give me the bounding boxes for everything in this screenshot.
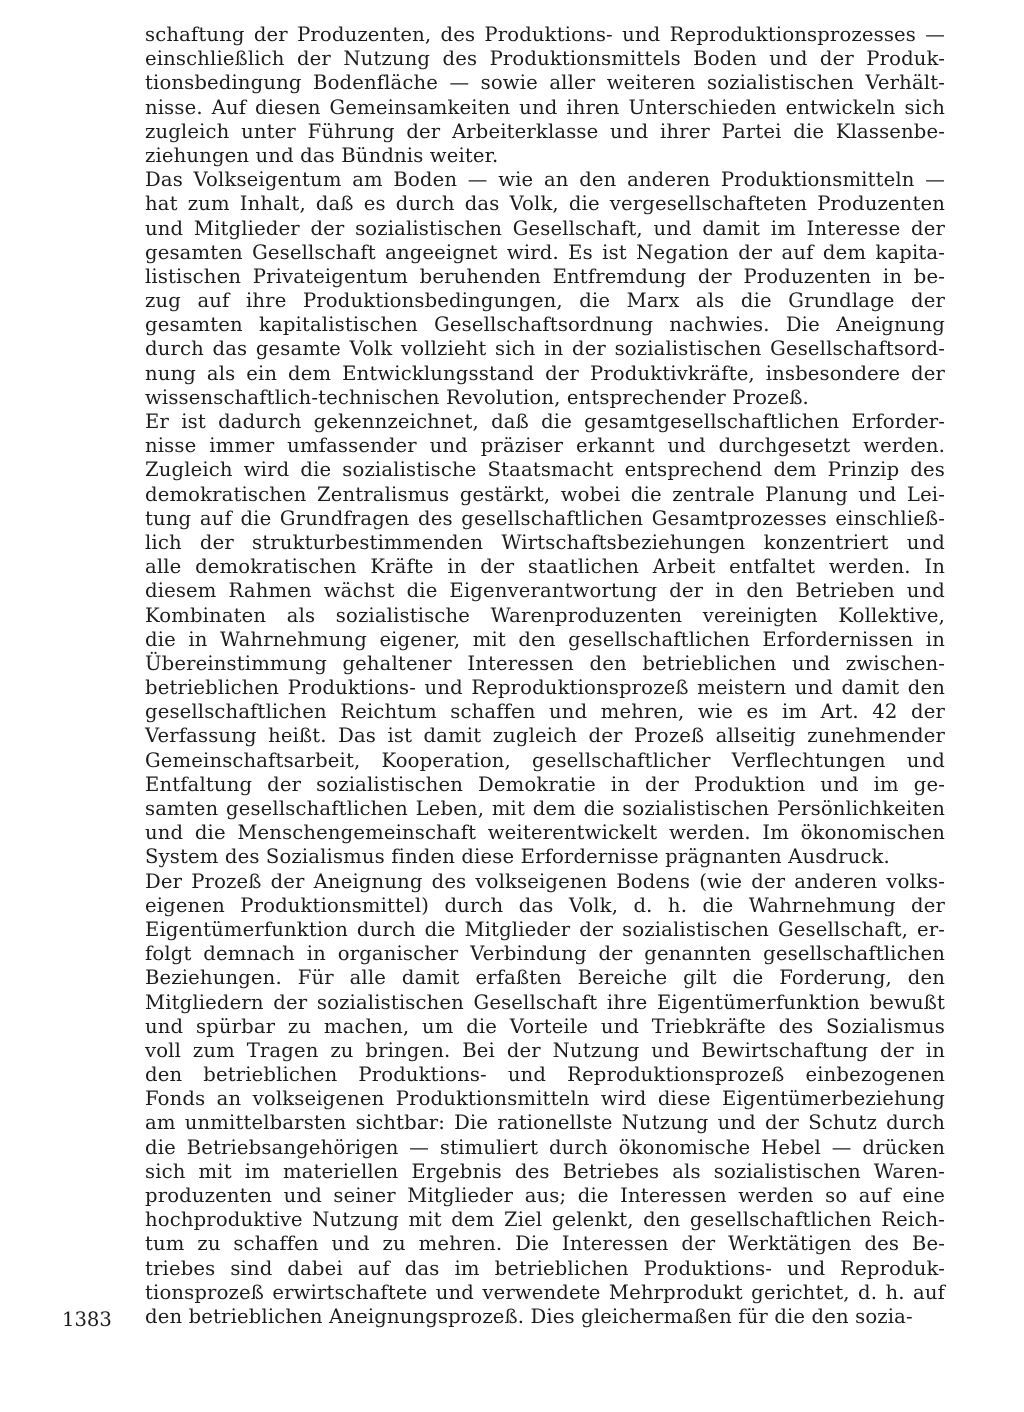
text-line: hochproduktive Nutzung mit dem Ziel gelenkt, den gesellschaftlichen Reich- [145,1208,945,1232]
text-line: lich der strukturbestimmenden Wirtschaftsbeziehungen konzentriert und [145,530,945,554]
text-line: hat zum Inhalt, daß es durch das Volk, die vergesellschafteten Produzenten [145,192,945,216]
text-line: einschließlich der Nutzung des Produktionsmittels Boden und der Produk- [145,47,945,71]
text-line: und Mitglieder der sozialistischen Gesellschaft, und damit im Interesse der [145,216,945,240]
text-line: durch das gesamte Volk vollzieht sich in der sozialistischen Gesellschaftsord- [145,337,945,361]
text-line: schaftung der Produzenten, des Produktions- und Reproduktionsprozesses — [145,23,945,46]
text-line: Zugleich wird die sozialistische Staatsmacht entsprechend dem Prinzip des [145,458,945,482]
text-line: die in Wahrnehmung eigener, mit den gesellschaftlichen Erfordernissen in [145,627,945,651]
text-line: folgt demnach in organischer Verbindung der genannten gesellschaftlichen [145,942,945,966]
text-line: nung als ein dem Entwicklungsstand der Produktivkräfte, insbesondere der [145,361,945,385]
text-line: diesem Rahmen wächst die Eigenverantwortung der in den Betrieben und [145,579,945,603]
text-line: gesamten Gesellschaft angeeignet wird. Es ist Negation der auf dem kapita- [145,240,945,264]
text-line: sich mit im materiellen Ergebnis des Betriebes als sozialistischen Waren- [145,1159,945,1183]
paragraph [145,410,945,870]
text-line: und die Menschengemeinschaft weiterentwickelt werden. Im ökonomischen [145,821,945,845]
text-line: voll zum Tragen zu bringen. Bei der Nutzung und Bewirtschaftung der in [145,1038,945,1062]
text-line: tum zu schaffen und zu mehren. Die Interessen der Werktätigen des Be- [145,1232,945,1256]
text-line: Entfaltung der sozialistischen Demokratie in der Produktion und im ge- [145,772,945,796]
text-line: samten gesellschaftlichen Leben, mit dem die sozialistischen Persönlichkeiten [145,797,945,820]
text-line: produzenten und seiner Mitglieder aus; die Interessen werden so auf eine [145,1184,945,1207]
text-line: Fonds an volkseigenen Produktionsmitteln wird diese Eigentümerbeziehung [145,1087,945,1111]
text-line: Mitgliedern der sozialistischen Gesellschaft ihre Eigentümerfunktion bewußt [145,990,945,1014]
text-line: am unmittelbarsten sichtbar: Die rationellste Nutzung und der Schutz durch [145,1111,945,1135]
body-text [145,23,945,1329]
text-line: tionsprozeß erwirtschaftete und verwendete Mehrprodukt gerichtet, d. h. auf [145,1280,945,1304]
text-line: Verfassung heißt. Das ist damit zugleich der Prozeß allseitig zunehmender [145,724,945,748]
text-line: demokratischen Zentralismus gestärkt, wobei die zentrale Planung und Lei- [145,482,945,506]
text-line: System des Sozialismus finden diese Erfordernisse prägnanten Ausdruck. [145,845,890,869]
text-line: tung auf die Grundfragen des gesellschaftlichen Gesamtprozesses einschließ- [145,506,945,530]
text-line: gesamten kapitalistischen Gesellschaftsordnung nachwies. Die Aneignung [145,313,945,337]
text-line: Er ist dadurch gekennzeichnet, daß die gesamtgesellschaftlichen Erforder- [145,410,945,433]
text-line: gesellschaftlichen Reichtum schaffen und mehren, wie es im Art. 42 der [145,700,945,724]
text-line: ziehungen und das Bündnis weiter. [145,143,499,167]
paragraph [145,168,945,410]
text-line: die Betriebsangehörigen — stimuliert durch ökonomische Hebel — drücken [145,1135,945,1159]
text-line: Das Volkseigentum am Boden — wie an den anderen Produktionsmitteln — [145,168,945,192]
text-line: tionsbedingung Bodenfläche — sowie aller weiteren sozialistischen Verhält- [145,71,945,95]
text-line: listischen Privateigentum beruhenden Entfremdung der Produzenten in be- [145,264,945,288]
text-line: den betrieblichen Produktions- und Reproduktionsprozeß einbezogenen [145,1063,945,1087]
text-line: Übereinstimmung gehaltener Interessen den betrieblichen und zwischen- [145,651,945,675]
paragraph [145,870,945,1330]
text-line: betrieblichen Produktions- und Reproduktionsprozeß meistern und damit den [145,676,945,700]
text-line: nisse. Auf diesen Gemeinsamkeiten und ihren Unterschieden entwickeln sich [145,95,945,119]
text-line: Eigentümerfunktion durch die Mitglieder der sozialistischen Gesellschaft, er- [145,917,945,941]
text-line: den betrieblichen Aneignungsprozeß. Dies gleichermaßen für die den sozia- [145,1304,913,1328]
text-line: triebes sind dabei auf das im betrieblichen Produktions- und Reproduk- [145,1256,945,1280]
text-line: Der Prozeß der Aneignung des volkseigenen Bodens (wie der anderen volks- [145,869,945,893]
text-line: eigenen Produktionsmittel) durch das Volk, d. h. die Wahrnehmung der [145,893,945,917]
text-line: zugleich unter Führung der Arbeiterklasse und ihrer Partei die Klassenbe- [145,119,945,143]
paragraph [145,23,945,168]
text-line: alle demokratischen Kräfte in der staatlichen Arbeit entfaltet werden. In [145,555,945,579]
text-line: nisse immer umfassender und präziser erkannt und durchgesetzt werden. [145,434,945,458]
text-line: wissenschaftlich-technischen Revolution, entsprechender Prozeß. [145,385,809,409]
text-line: zug auf ihre Produktionsbedingungen, die Marx als die Grundlage der [145,289,945,313]
text-line: Kombinaten als sozialistische Warenproduzenten vereinigten Kollektive, [145,603,945,627]
text-line: und spürbar zu machen, um die Vorteile und Triebkräfte des Sozialismus [145,1014,945,1038]
text-line: Gemeinschaftsarbeit, Kooperation, gesellschaftlicher Verflechtungen und [145,748,945,772]
text-line: Beziehungen. Für alle damit erfaßten Bereiche gilt die Forderung, den [145,966,945,990]
page-number: 1383 [62,1308,112,1331]
